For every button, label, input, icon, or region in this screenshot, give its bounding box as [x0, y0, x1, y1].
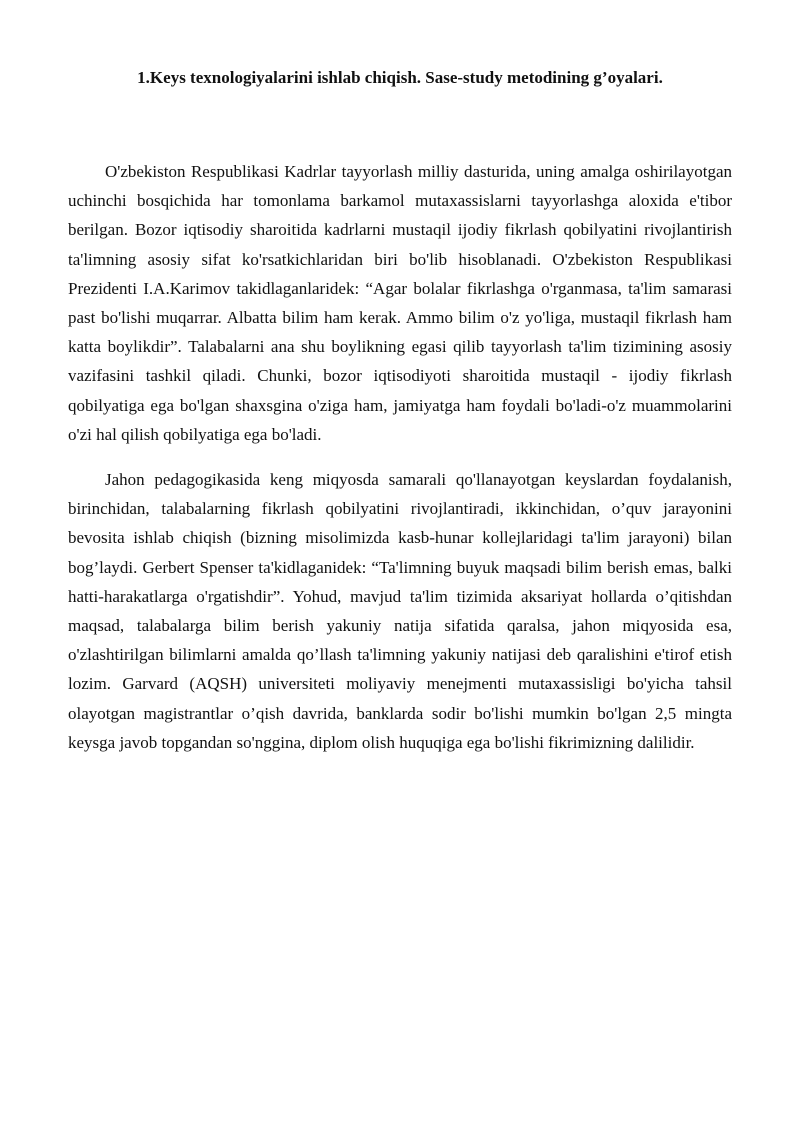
document-body: [68, 157, 732, 773]
paragraph-2: Jahon pedagogikasida keng miqyosda samarali qo'llanayotgan keyslardan foydalanish, birinchidan, talabalarning fikrlash qobilyatini rivojlantiradi, ikkinchidan, o’quv jarayonini bevosita ishlab chiqish (bizning misolimizda kasb-hunar kollejlaridagi ta'lim jarayoni) bilan bog’laydi. Gerbert Spenser ta'kidlaganidek: “Ta'limning buyuk maqsadi bilim berish emas, balki hatti-harakatlarga o'rgatishdir”. Yohud, mavjud ta'lim tizimida aksariyat hollarda o’qitishdan maqsad, talabalarga bilim berish yakuniy natija sifatida qaralsa, jahon miqyosida esa, o'zlashtirilgan bilimlarni amalda qo’llash ta'limning yakuniy natijasi deb qaralishini e'tirof etish lozim. Garvard (AQSH) universiteti moliyaviy menejmenti mutaxassisligi bo'yicha tahsil olayotgan magistrantlar o’qish davrida, banklarda sodir bo'lishi mumkin bo'lgan 2,5 mingta keysga javob topgandan so'nggina, diplom olish huquqiga ega bo'lishi fikrimizning dalilidir.: [68, 470, 732, 752]
paragraph-1: O'zbekiston Respublikasi Kadrlar tayyorlash milliy dasturida, uning amalga oshirilayotgan uchinchi bosqichida har tomonlama barkamol mutaxassislarni tayyorlashga aloxida e'tibor berilgan. Bozor iqtisodiy sharoitida kadrlarni mustaqil ijodiy fikrlash qobilyatini rivojlantirish ta'limning asosiy sifat ko'rsatkichlaridan biri bo'lib hisoblanadi. O'zbekiston Respublikasi Prezidenti I.A.Karimov takidlaganlaridek: “Agar bolalar fikrlashga o'rganmasa, ta'lim samarasi past bo'lishi muqarrar. Albatta bilim ham kerak. Ammo bilim o'z yo'liga, mustaqil fikrlash ham katta boylikdir”. Talabalarni ana shu boylikning egasi qilib tayyorlash ta'lim tizimining asosiy vazifasini tashkil qiladi. Chunki, bozor iqtisodiyoti sharoitida mustaqil - ijodiy fikrlash qobilyatiga ega bo'lgan shaxsgina o'ziga ham, jamiyatga ham foydali bo'ladi-o'z muammolarini o'zi hal qilish qobilyatiga ega bo'ladi.: [68, 162, 732, 444]
document-title: 1.Keys texnologiyalarini ishlab chiqish. Sase-study metodining g’oyalari.: [137, 68, 663, 87]
